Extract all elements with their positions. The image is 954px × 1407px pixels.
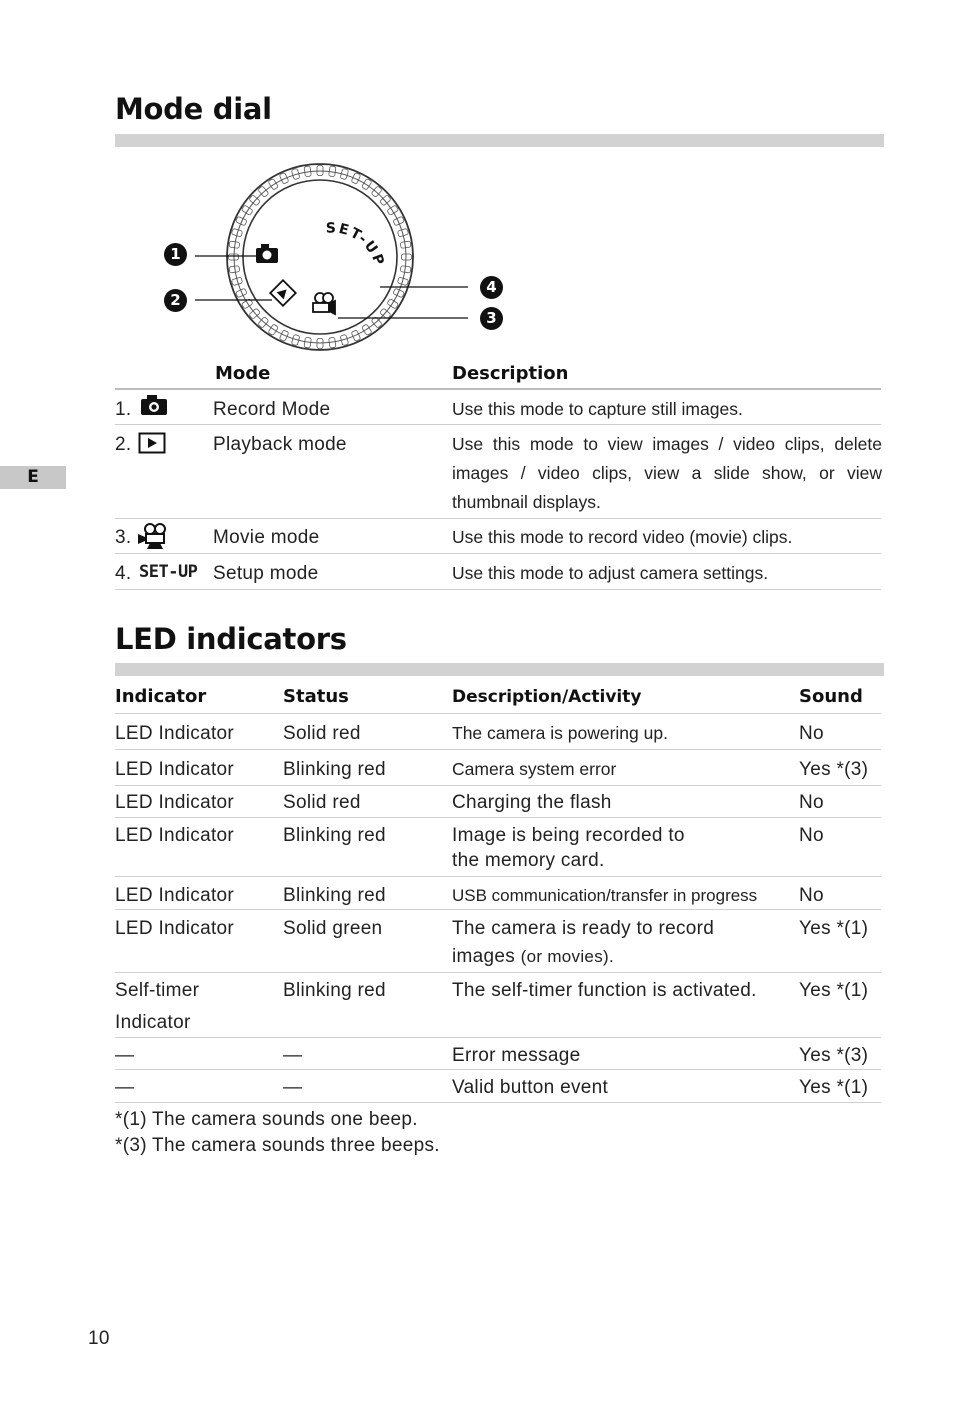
section-title-mode-dial: Mode dial (115, 92, 272, 126)
mode-row-name: Setup mode (213, 563, 319, 584)
led-indicator: LED Indicator (115, 885, 235, 906)
led-sound: Yes *(3) (799, 759, 869, 780)
led-header-sound: Sound (799, 686, 863, 707)
led-header-status: Status (283, 686, 349, 707)
mode-row-description: Use this mode to view images / video clips, delete images / video clips, view a slide show, or view thumbnail displays. (452, 434, 882, 512)
led-description: Error message (452, 1045, 581, 1066)
callout-1: 1 (164, 243, 187, 266)
table-rule (115, 713, 881, 714)
mode-row-description: Use this mode to record video (movie) clips. (452, 527, 793, 547)
led-status: Blinking red (283, 980, 386, 1001)
table-rule (115, 553, 881, 554)
led-indicator: LED Indicator (115, 759, 235, 780)
table-rule (115, 589, 881, 590)
table-rule (115, 518, 881, 519)
dial-knurl-tooth (351, 173, 361, 185)
dial-knurl-tooth (351, 330, 361, 342)
led-description-line2: the memory card. (452, 850, 605, 871)
mode-row-number: 3. (115, 527, 132, 548)
led-status: Solid green (283, 918, 383, 939)
table-rule (115, 817, 881, 818)
table-rule (115, 1102, 881, 1103)
led-sound: Yes *(1) (799, 980, 869, 1001)
led-sound: No (799, 885, 824, 906)
table-rule (115, 972, 881, 973)
led-description-line2: images (or movies). (452, 946, 614, 967)
led-indicator: LED Indicator (115, 723, 235, 744)
section-rule (115, 134, 884, 147)
section-rule (115, 663, 884, 676)
table-rule (115, 749, 881, 750)
table-rule (115, 785, 881, 786)
dial-knurl-tooth (393, 288, 405, 298)
led-indicator: — (115, 1045, 135, 1066)
led-sound: No (799, 723, 824, 744)
led-status: Blinking red (283, 825, 386, 846)
footnote-3: *(3) The camera sounds three beeps. (115, 1135, 440, 1156)
table-rule (115, 388, 881, 390)
dial-knurl-tooth (279, 330, 289, 342)
dial-knurl-tooth (236, 288, 248, 298)
dial-setup-label: SET-UP (325, 220, 388, 269)
setup-mode-label: SET-UP (139, 562, 198, 582)
led-description: The camera is powering up. (452, 723, 668, 743)
led-status: — (283, 1077, 303, 1098)
callout-3: 3 (480, 307, 503, 330)
callout-2: 2 (164, 289, 187, 312)
mode-row-number: 4. (115, 563, 132, 584)
led-description: The self-timer function is activated. (452, 980, 757, 1001)
mode-row-description: Use this mode to capture still images. (452, 399, 743, 419)
page-number: 10 (88, 1328, 110, 1349)
led-status: Blinking red (283, 885, 386, 906)
mode-row-number: 2. (115, 434, 132, 455)
camera-icon (140, 394, 168, 416)
footnote-1: *(1) The camera sounds one beep. (115, 1109, 418, 1130)
led-sound: Yes *(3) (799, 1045, 869, 1066)
mode-row-name: Playback mode (213, 434, 347, 455)
led-description: USB communication/transfer in progress (452, 886, 758, 905)
led-description: Valid button event (452, 1077, 609, 1098)
mode-row-description: Use this mode to adjust camera settings. (452, 563, 769, 583)
language-tab: E (0, 466, 66, 489)
led-description-line1: The camera is ready to record (452, 918, 715, 939)
dial-knurl-tooth (279, 173, 289, 185)
led-indicator-line1: Self-timer (115, 980, 200, 1001)
callout-4: 4 (480, 276, 503, 299)
table-rule (115, 876, 881, 877)
mode-dial-illustration (160, 155, 520, 360)
dial-knurl-tooth (387, 205, 399, 215)
led-indicator: — (115, 1077, 135, 1098)
table-rule (115, 1037, 881, 1038)
dial-knurl-tooth (268, 324, 278, 336)
led-indicator: LED Indicator (115, 825, 235, 846)
table-rule (115, 909, 881, 910)
mode-table-header-mode: Mode (215, 363, 271, 384)
mode-row-name: Record Mode (213, 399, 331, 420)
led-description: Camera system error (452, 759, 617, 779)
dial-knurl-tooth (268, 178, 278, 190)
dial-knurl-tooth (241, 205, 253, 215)
led-description-line1: Image is being recorded to (452, 825, 685, 846)
led-status: Blinking red (283, 759, 386, 780)
led-status: Solid red (283, 723, 361, 744)
movie-camera-icon (137, 522, 169, 550)
led-indicator: LED Indicator (115, 792, 235, 813)
led-header-description: Description/Activity (452, 687, 642, 707)
dial-movie-icon (313, 293, 335, 314)
led-description: Charging the flash (452, 792, 612, 813)
led-sound: Yes *(1) (799, 918, 869, 939)
table-rule (115, 424, 881, 425)
playback-icon (138, 432, 166, 454)
led-sound: No (799, 825, 824, 846)
led-sound: Yes *(1) (799, 1077, 869, 1098)
led-status: Solid red (283, 792, 361, 813)
led-indicator-line2: Indicator (115, 1012, 191, 1033)
led-header-indicator: Indicator (115, 686, 207, 707)
mode-table-header-description: Description (452, 363, 569, 384)
mode-row-name: Movie mode (213, 527, 320, 548)
led-sound: No (799, 792, 824, 813)
led-status: — (283, 1045, 303, 1066)
mode-row-number: 1. (115, 399, 132, 420)
led-indicator: LED Indicator (115, 918, 235, 939)
table-rule (115, 1069, 881, 1070)
section-title-led-indicators: LED indicators (115, 622, 347, 656)
